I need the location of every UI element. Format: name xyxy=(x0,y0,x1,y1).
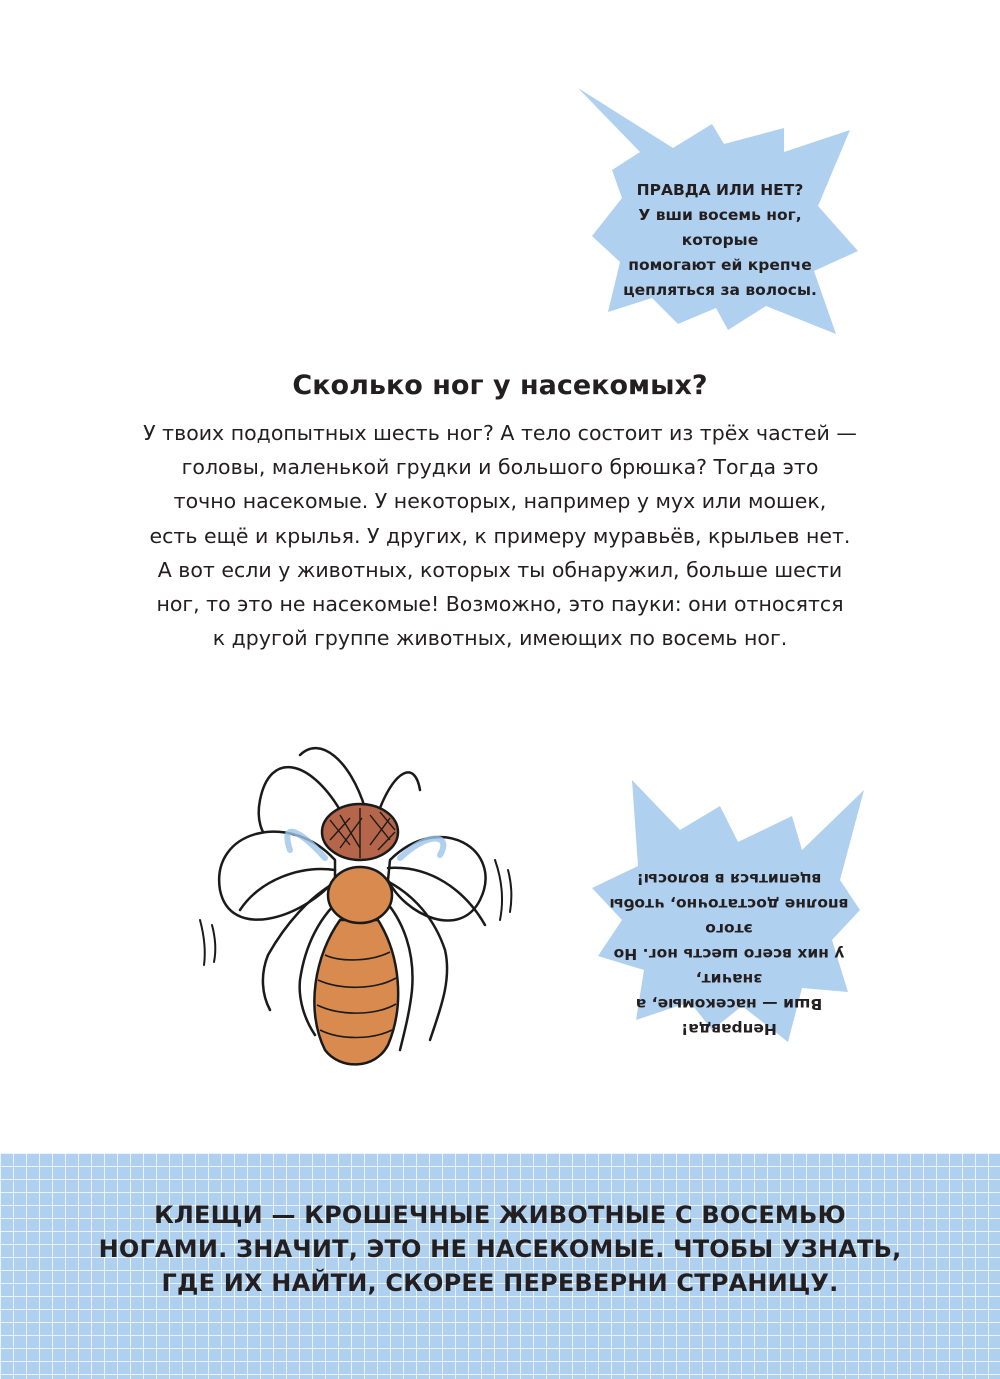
callout-bottom-line: у них всего шесть ног. Но этого xyxy=(613,920,845,963)
body-line: А вот если у животных, которых ты обнаружил, больше шести xyxy=(157,557,843,582)
band-line: НОГАМИ. ЗНАЧИТ, ЭТО НЕ НАСЕКОМЫЕ. ЧТОБЫ УЗНАТЬ, xyxy=(98,1235,902,1263)
band-text xyxy=(0,1198,1000,1300)
body-line: точно насекомые. У некоторых, например у мух или мошек, xyxy=(173,489,827,514)
callout-top-line: У вши восемь ног, которые xyxy=(638,206,802,249)
insect-thorax xyxy=(328,867,392,923)
insect-abdomen xyxy=(314,920,398,1064)
callout-true-or-false xyxy=(578,86,862,338)
callout-top-line: цепляться за волосы. xyxy=(623,281,817,299)
callout-bottom-line: Вши — насекомые, а значит, xyxy=(635,970,823,1013)
body-line: У твоих подопытных шесть ног? А тело состоит из трёх частей — xyxy=(143,421,857,445)
callout-top-line: помогают ей крепче xyxy=(628,256,812,274)
insect-illustration xyxy=(190,740,530,1070)
body-paragraph xyxy=(80,416,920,655)
page-heading: Сколько ног у насекомых? xyxy=(292,370,708,401)
callout-bottom-line: вцепиться в волосы! xyxy=(636,870,822,888)
callout-bottom-line: вполне достаточно, чтобы xyxy=(609,895,849,913)
callout-answer xyxy=(592,780,866,1048)
band-line: ГДЕ ИХ НАЙТИ, СКОРЕЕ ПЕРЕВЕРНИ СТРАНИЦУ. xyxy=(161,1269,839,1297)
callout-top-title: ПРАВДА ИЛИ НЕТ? xyxy=(636,181,804,199)
body-line: есть ещё и крылья. У других, к примеру муравьёв, крыльев нет. xyxy=(149,523,851,548)
body-line: ног, то это не насекомые! Возможно, это пауки: они относятся xyxy=(156,592,844,617)
callout-bottom-text xyxy=(606,866,852,1041)
antenna-right xyxy=(380,772,420,808)
callout-bottom-title: Неправда! xyxy=(681,1020,777,1038)
callout-top-text xyxy=(610,178,830,303)
body-line: к другой группе животных, имеющих по восемь ног. xyxy=(212,626,788,651)
body-line: головы, маленькой грудки и большого брюшка? Тогда это xyxy=(181,455,819,480)
band-line: КЛЕЩИ — КРОШЕЧНЫЕ ЖИВОТНЫЕ С ВОСЕМЬЮ xyxy=(154,1201,846,1229)
wing-left xyxy=(219,832,335,920)
